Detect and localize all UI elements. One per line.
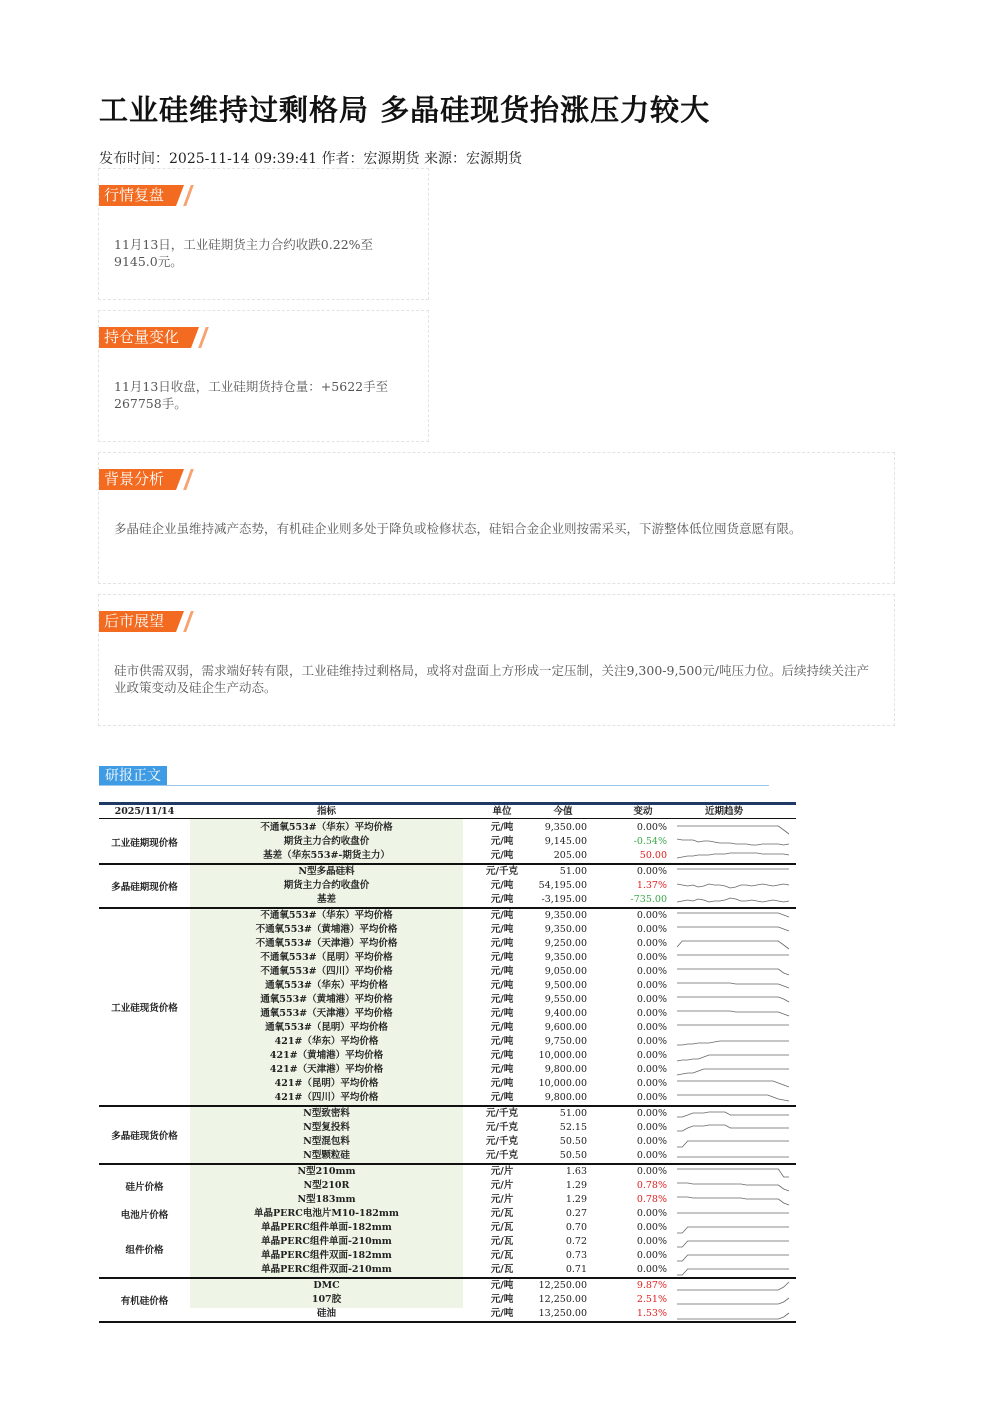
table-row bbox=[99, 909, 796, 923]
trend-line bbox=[677, 898, 789, 902]
row-name: 单晶PERC组件双面-182mm bbox=[261, 1250, 392, 1261]
row-name: 不通氧553#（天津港）平均价格 bbox=[255, 938, 398, 949]
row-change: 0.00% bbox=[636, 980, 667, 991]
row-name: 不通氧553#（昆明）平均价格 bbox=[260, 952, 393, 963]
row-change: 0.00% bbox=[636, 994, 667, 1005]
section-text: 11月13日，工业硅期货主力合约收跌0.22%至9145.0元。 bbox=[114, 237, 374, 269]
row-value: 1.29 bbox=[565, 1194, 587, 1205]
trend-sparkline bbox=[577, 1049, 792, 1063]
trend-line bbox=[677, 1298, 789, 1304]
row-unit: 元/吨 bbox=[490, 836, 514, 847]
row-unit: 元/片 bbox=[490, 1180, 514, 1191]
row-value: 51.00 bbox=[559, 866, 587, 877]
row-name: 不通氧553#（华东）平均价格 bbox=[260, 910, 393, 921]
table-row bbox=[99, 1293, 796, 1307]
row-value: -3,195.00 bbox=[541, 894, 587, 905]
row-change: 0.00% bbox=[636, 866, 667, 877]
row-name: 期货主力合约收盘价 bbox=[283, 880, 370, 891]
row-unit: 元/吨 bbox=[490, 924, 514, 935]
row-name: N型多晶硅料 bbox=[298, 866, 355, 877]
row-unit: 元/片 bbox=[490, 1194, 514, 1205]
trend-sparkline bbox=[577, 1293, 792, 1307]
table-row bbox=[99, 1077, 796, 1091]
article-meta: 发布时间：2025-11-14 09:39:41 作者：宏源期货 来源：宏源期货 bbox=[99, 151, 522, 167]
row-unit: 元/吨 bbox=[490, 910, 514, 921]
row-name: 不通氧553#（四川）平均价格 bbox=[260, 966, 393, 977]
trend-sparkline bbox=[577, 1007, 792, 1021]
section-text: 11月13日收盘，工业硅期货持仓量：+5622手至267758手。 bbox=[114, 379, 389, 411]
row-change: 0.00% bbox=[636, 1064, 667, 1075]
row-change: 1.53% bbox=[636, 1308, 667, 1319]
row-unit: 元/吨 bbox=[490, 1008, 514, 1019]
row-change: 0.00% bbox=[636, 910, 667, 921]
trend-sparkline bbox=[577, 1249, 792, 1263]
section-market-review bbox=[98, 168, 429, 300]
row-unit: 元/吨 bbox=[490, 980, 514, 991]
row-name: 421#（四川）平均价格 bbox=[274, 1092, 379, 1103]
trend-sparkline bbox=[577, 1165, 792, 1179]
group-label: 电池片价格 bbox=[120, 1210, 169, 1221]
row-change: 0.00% bbox=[636, 1250, 667, 1261]
trend-line bbox=[677, 826, 789, 834]
row-name: 硅油 bbox=[316, 1308, 336, 1319]
section-tag: 背景分析 bbox=[99, 469, 176, 490]
table-row bbox=[99, 1279, 796, 1293]
table-row bbox=[99, 893, 796, 907]
trend-line bbox=[677, 839, 789, 845]
header-value: 今值 bbox=[553, 806, 573, 817]
trend-line bbox=[677, 1197, 789, 1205]
table-row bbox=[99, 1165, 796, 1179]
row-value: 13,250.00 bbox=[538, 1308, 587, 1319]
trend-sparkline bbox=[577, 993, 792, 1007]
row-name: 421#（华东）平均价格 bbox=[274, 1036, 379, 1047]
row-name: N型混包料 bbox=[303, 1136, 350, 1147]
table-row bbox=[99, 835, 796, 849]
header-change: 变动 bbox=[633, 806, 653, 817]
report-tag: 研报正文 bbox=[99, 766, 167, 786]
row-value: 12,250.00 bbox=[538, 1280, 587, 1291]
table-row bbox=[99, 1193, 796, 1207]
trend-sparkline bbox=[577, 1077, 792, 1091]
row-name: 421#（黄埔港）平均价格 bbox=[269, 1050, 384, 1061]
header-name: 指标 bbox=[316, 806, 336, 817]
row-value: 51.00 bbox=[559, 1108, 587, 1119]
row-change: 0.00% bbox=[636, 1222, 667, 1233]
row-unit: 元/吨 bbox=[490, 1022, 514, 1033]
row-value: 50.50 bbox=[559, 1136, 587, 1147]
trend-line bbox=[677, 1241, 789, 1247]
trend-sparkline bbox=[577, 909, 792, 923]
row-unit: 元/吨 bbox=[490, 1050, 514, 1061]
row-value: 54,195.00 bbox=[538, 880, 587, 891]
row-name: N型致密料 bbox=[303, 1108, 350, 1119]
header-trend: 近期趋势 bbox=[704, 806, 743, 817]
row-unit: 元/片 bbox=[490, 1166, 514, 1177]
section-text: 多晶硅企业虽维持减产态势，有机硅企业则多处于降负或检修状态，硅铝合金企业则按需采买，下游整体低位囤货意愿有限。 bbox=[114, 521, 802, 536]
group-separator bbox=[99, 1321, 796, 1323]
row-value: 9,750.00 bbox=[544, 1036, 587, 1047]
row-change: 0.00% bbox=[636, 1078, 667, 1089]
trend-sparkline bbox=[577, 965, 792, 979]
row-value: 205.00 bbox=[553, 850, 587, 861]
row-change: 0.00% bbox=[636, 1092, 667, 1103]
row-unit: 元/吨 bbox=[490, 1280, 514, 1291]
row-value: 0.72 bbox=[565, 1236, 587, 1247]
trend-sparkline bbox=[577, 1279, 792, 1293]
table-row bbox=[99, 849, 796, 863]
table-row bbox=[99, 1263, 796, 1277]
group-label: 硅片价格 bbox=[125, 1182, 164, 1193]
row-unit: 元/吨 bbox=[490, 1036, 514, 1047]
trend-line bbox=[677, 1141, 789, 1147]
row-name: N型183mm bbox=[297, 1194, 356, 1205]
row-unit: 元/吨 bbox=[490, 1294, 514, 1305]
trend-sparkline bbox=[577, 1035, 792, 1049]
row-unit: 元/吨 bbox=[490, 938, 514, 949]
row-unit: 元/瓦 bbox=[490, 1264, 514, 1275]
article-title: 工业硅维持过剩格局 多晶硅现货抬涨压力较大 bbox=[99, 93, 711, 127]
row-change: 0.00% bbox=[636, 1122, 667, 1133]
row-unit: 元/千克 bbox=[486, 1108, 518, 1119]
table-row bbox=[99, 821, 796, 835]
trend-line bbox=[677, 1183, 789, 1191]
row-name: 通氧553#（天津港）平均价格 bbox=[260, 1008, 393, 1019]
row-unit: 元/吨 bbox=[490, 952, 514, 963]
section-background bbox=[98, 452, 895, 584]
row-value: 9,350.00 bbox=[544, 924, 587, 935]
trend-sparkline bbox=[577, 1235, 792, 1249]
trend-sparkline bbox=[577, 951, 792, 965]
trend-sparkline bbox=[577, 1063, 792, 1077]
trend-sparkline bbox=[577, 1193, 792, 1207]
header-unit: 单位 bbox=[492, 806, 512, 817]
trend-line bbox=[677, 1125, 789, 1131]
row-unit: 元/吨 bbox=[490, 850, 514, 861]
trend-line bbox=[677, 1081, 789, 1087]
group-label: 有机硅价格 bbox=[120, 1296, 169, 1307]
row-value: 9,550.00 bbox=[544, 994, 587, 1005]
row-value: 52.15 bbox=[559, 1122, 587, 1133]
trend-line bbox=[677, 1112, 789, 1117]
row-name: 单晶PERC组件单面-210mm bbox=[261, 1236, 392, 1247]
trend-line bbox=[677, 1255, 789, 1261]
row-change: 0.00% bbox=[636, 822, 667, 833]
group-label: 工业硅期现价格 bbox=[111, 838, 178, 849]
trend-line bbox=[677, 1282, 789, 1290]
row-value: 0.73 bbox=[565, 1250, 587, 1261]
trend-sparkline bbox=[577, 821, 792, 835]
trend-sparkline bbox=[577, 865, 792, 879]
row-unit: 元/瓦 bbox=[490, 1250, 514, 1261]
row-name: N型210mm bbox=[297, 1166, 356, 1177]
table-row bbox=[99, 1091, 796, 1105]
row-change: 0.00% bbox=[636, 1108, 667, 1119]
trend-line bbox=[677, 884, 789, 888]
trend-sparkline bbox=[577, 979, 792, 993]
row-value: 9,500.00 bbox=[544, 980, 587, 991]
group-label: 工业硅现货价格 bbox=[111, 1003, 178, 1014]
row-value: 1.29 bbox=[565, 1180, 587, 1191]
table-row bbox=[99, 1307, 796, 1321]
header-date: 2025/11/14 bbox=[114, 806, 175, 817]
trend-sparkline bbox=[577, 1307, 792, 1321]
trend-line bbox=[677, 1011, 789, 1016]
trend-sparkline bbox=[577, 1021, 792, 1035]
row-name: 通氧553#（华东）平均价格 bbox=[265, 980, 388, 991]
row-value: 9,800.00 bbox=[544, 1092, 587, 1103]
trend-sparkline bbox=[577, 1107, 792, 1121]
trend-sparkline bbox=[577, 1221, 792, 1235]
row-unit: 元/吨 bbox=[490, 966, 514, 977]
row-value: 9,350.00 bbox=[544, 822, 587, 833]
row-value: 50.50 bbox=[559, 1150, 587, 1161]
section-tag: 行情复盘 bbox=[99, 185, 176, 206]
trend-sparkline bbox=[577, 1121, 792, 1135]
row-change: 0.00% bbox=[636, 1208, 667, 1219]
trend-line bbox=[677, 1041, 789, 1045]
table-row bbox=[99, 937, 796, 951]
row-unit: 元/吨 bbox=[490, 1064, 514, 1075]
trend-sparkline bbox=[577, 1149, 792, 1163]
row-name: N型复投料 bbox=[303, 1122, 350, 1133]
row-value: 12,250.00 bbox=[538, 1294, 587, 1305]
row-name: 107胶 bbox=[311, 1294, 342, 1305]
trend-line bbox=[677, 853, 789, 858]
trend-sparkline bbox=[577, 1263, 792, 1277]
trend-line bbox=[677, 997, 789, 1002]
row-change: 9.87% bbox=[636, 1280, 667, 1291]
trend-sparkline bbox=[577, 1207, 792, 1221]
group-label: 多晶硅现货价格 bbox=[111, 1131, 178, 1142]
trend-sparkline bbox=[577, 1091, 792, 1105]
table-row bbox=[99, 1249, 796, 1263]
row-name: 不通氧553#（黄埔港）平均价格 bbox=[255, 924, 398, 935]
row-name: 单晶PERC电池片M10-182mm bbox=[254, 1208, 399, 1219]
table-row bbox=[99, 1221, 796, 1235]
trend-sparkline bbox=[577, 835, 792, 849]
table-row bbox=[99, 923, 796, 937]
report-divider bbox=[99, 785, 769, 786]
row-value: 9,350.00 bbox=[544, 910, 587, 921]
trend-line bbox=[677, 969, 789, 975]
row-name: N型210R bbox=[303, 1180, 350, 1191]
row-value: 9,250.00 bbox=[544, 938, 587, 949]
row-unit: 元/千克 bbox=[486, 866, 518, 877]
table-row bbox=[99, 1149, 796, 1163]
table-row bbox=[99, 1007, 796, 1021]
table-row bbox=[99, 1049, 796, 1063]
row-name: 通氧553#（昆明）平均价格 bbox=[265, 1022, 388, 1033]
trend-sparkline bbox=[577, 893, 792, 907]
row-unit: 元/吨 bbox=[490, 822, 514, 833]
row-name: 单晶PERC组件单面-182mm bbox=[261, 1222, 392, 1233]
row-value: 9,145.00 bbox=[544, 836, 587, 847]
row-unit: 元/吨 bbox=[490, 880, 514, 891]
row-change: 0.78% bbox=[636, 1180, 667, 1191]
table-row bbox=[99, 1021, 796, 1035]
trend-sparkline bbox=[577, 937, 792, 951]
row-unit: 元/千克 bbox=[486, 1122, 518, 1133]
row-value: 9,050.00 bbox=[544, 966, 587, 977]
section-tag: 后市展望 bbox=[99, 611, 176, 632]
row-change: 0.00% bbox=[636, 1050, 667, 1061]
section-tag: 持仓量变化 bbox=[99, 327, 191, 348]
trend-line bbox=[677, 1227, 789, 1233]
trend-line bbox=[677, 1269, 789, 1275]
row-unit: 元/吨 bbox=[490, 1308, 514, 1319]
table-row bbox=[99, 965, 796, 979]
row-unit: 元/瓦 bbox=[490, 1208, 514, 1219]
row-value: 10,000.00 bbox=[538, 1078, 587, 1089]
group-label: 组件价格 bbox=[125, 1245, 164, 1256]
row-unit: 元/吨 bbox=[490, 994, 514, 1005]
price-table bbox=[99, 802, 796, 1319]
table-top-bar bbox=[99, 802, 796, 805]
row-change: 0.00% bbox=[636, 1022, 667, 1033]
section-text: 硅市供需双弱，需求端好转有限，工业硅维持过剩格局，或将对盘面上方形成一定压制，关注9,300-9,500元/吨压力位。后续持续关注产业政策变动及硅企生产动态。 bbox=[114, 663, 870, 695]
row-value: 9,350.00 bbox=[544, 952, 587, 963]
row-name: 通氧553#（黄埔港）平均价格 bbox=[260, 994, 393, 1005]
row-unit: 元/千克 bbox=[486, 1150, 518, 1161]
row-change: 0.00% bbox=[636, 966, 667, 977]
row-name: 单晶PERC组件双面-210mm bbox=[261, 1264, 392, 1275]
row-name: 基差（华东553#-期货主力） bbox=[263, 850, 390, 861]
trend-sparkline bbox=[577, 1135, 792, 1149]
row-change: 0.00% bbox=[636, 1150, 667, 1161]
trend-sparkline bbox=[577, 849, 792, 863]
group-label: 多晶硅期现价格 bbox=[111, 882, 178, 893]
row-change: 50.00 bbox=[639, 850, 667, 861]
trend-sparkline bbox=[577, 879, 792, 893]
row-name: 基差 bbox=[316, 894, 336, 905]
table-row bbox=[99, 1207, 796, 1221]
row-name: N型颗粒硅 bbox=[303, 1150, 350, 1161]
trend-line bbox=[677, 927, 789, 931]
row-value: 0.71 bbox=[565, 1264, 587, 1275]
table-row bbox=[99, 1107, 796, 1121]
table-row bbox=[99, 1121, 796, 1135]
row-unit: 元/瓦 bbox=[490, 1222, 514, 1233]
section-position-change bbox=[98, 310, 429, 442]
row-change: -735.00 bbox=[630, 894, 667, 905]
trend-line bbox=[677, 983, 789, 988]
table-row bbox=[99, 1235, 796, 1249]
row-name: DMC bbox=[313, 1280, 340, 1291]
row-change: 0.00% bbox=[636, 1036, 667, 1047]
row-change: 2.51% bbox=[636, 1294, 667, 1305]
row-name: 不通氧553#（华东）平均价格 bbox=[260, 822, 393, 833]
table-row bbox=[99, 865, 796, 879]
table-row bbox=[99, 1035, 796, 1049]
row-change: 1.37% bbox=[636, 880, 667, 891]
row-value: 9,800.00 bbox=[544, 1064, 587, 1075]
table-row bbox=[99, 1063, 796, 1077]
row-change: 0.00% bbox=[636, 924, 667, 935]
trend-line bbox=[677, 1095, 789, 1101]
table-row bbox=[99, 879, 796, 893]
trend-line bbox=[677, 913, 789, 917]
table-row bbox=[99, 1179, 796, 1193]
table-row bbox=[99, 979, 796, 993]
section-outlook bbox=[98, 594, 895, 726]
row-change: 0.00% bbox=[636, 1236, 667, 1247]
row-change: 0.00% bbox=[636, 1166, 667, 1177]
row-unit: 元/吨 bbox=[490, 894, 514, 905]
row-value: 0.27 bbox=[565, 1208, 587, 1219]
row-value: 9,400.00 bbox=[544, 1008, 587, 1019]
table-row bbox=[99, 1135, 796, 1149]
row-change: -0.54% bbox=[633, 836, 667, 847]
row-name: 421#（昆明）平均价格 bbox=[274, 1078, 379, 1089]
table-row bbox=[99, 993, 796, 1007]
row-change: 0.00% bbox=[636, 952, 667, 963]
row-value: 9,600.00 bbox=[544, 1022, 587, 1033]
row-value: 10,000.00 bbox=[538, 1050, 587, 1061]
trend-line bbox=[677, 1313, 789, 1319]
row-name: 421#（天津港）平均价格 bbox=[269, 1064, 384, 1075]
row-value: 0.70 bbox=[565, 1222, 587, 1233]
row-change: 0.00% bbox=[636, 1264, 667, 1275]
row-change: 0.00% bbox=[636, 1008, 667, 1019]
table-row bbox=[99, 951, 796, 965]
row-change: 0.78% bbox=[636, 1194, 667, 1205]
trend-sparkline bbox=[577, 923, 792, 937]
trend-line bbox=[677, 941, 789, 949]
row-name: 期货主力合约收盘价 bbox=[283, 836, 370, 847]
trend-sparkline bbox=[577, 1179, 792, 1193]
trend-line bbox=[677, 1169, 789, 1177]
row-value: 1.63 bbox=[565, 1166, 587, 1177]
trend-line bbox=[677, 1069, 789, 1075]
row-unit: 元/千克 bbox=[486, 1136, 518, 1147]
row-unit: 元/吨 bbox=[490, 1078, 514, 1089]
row-change: 0.00% bbox=[636, 938, 667, 949]
row-change: 0.00% bbox=[636, 1136, 667, 1147]
header-separator bbox=[99, 818, 796, 819]
row-unit: 元/瓦 bbox=[490, 1236, 514, 1247]
row-unit: 元/吨 bbox=[490, 1092, 514, 1103]
trend-line bbox=[677, 1055, 789, 1061]
